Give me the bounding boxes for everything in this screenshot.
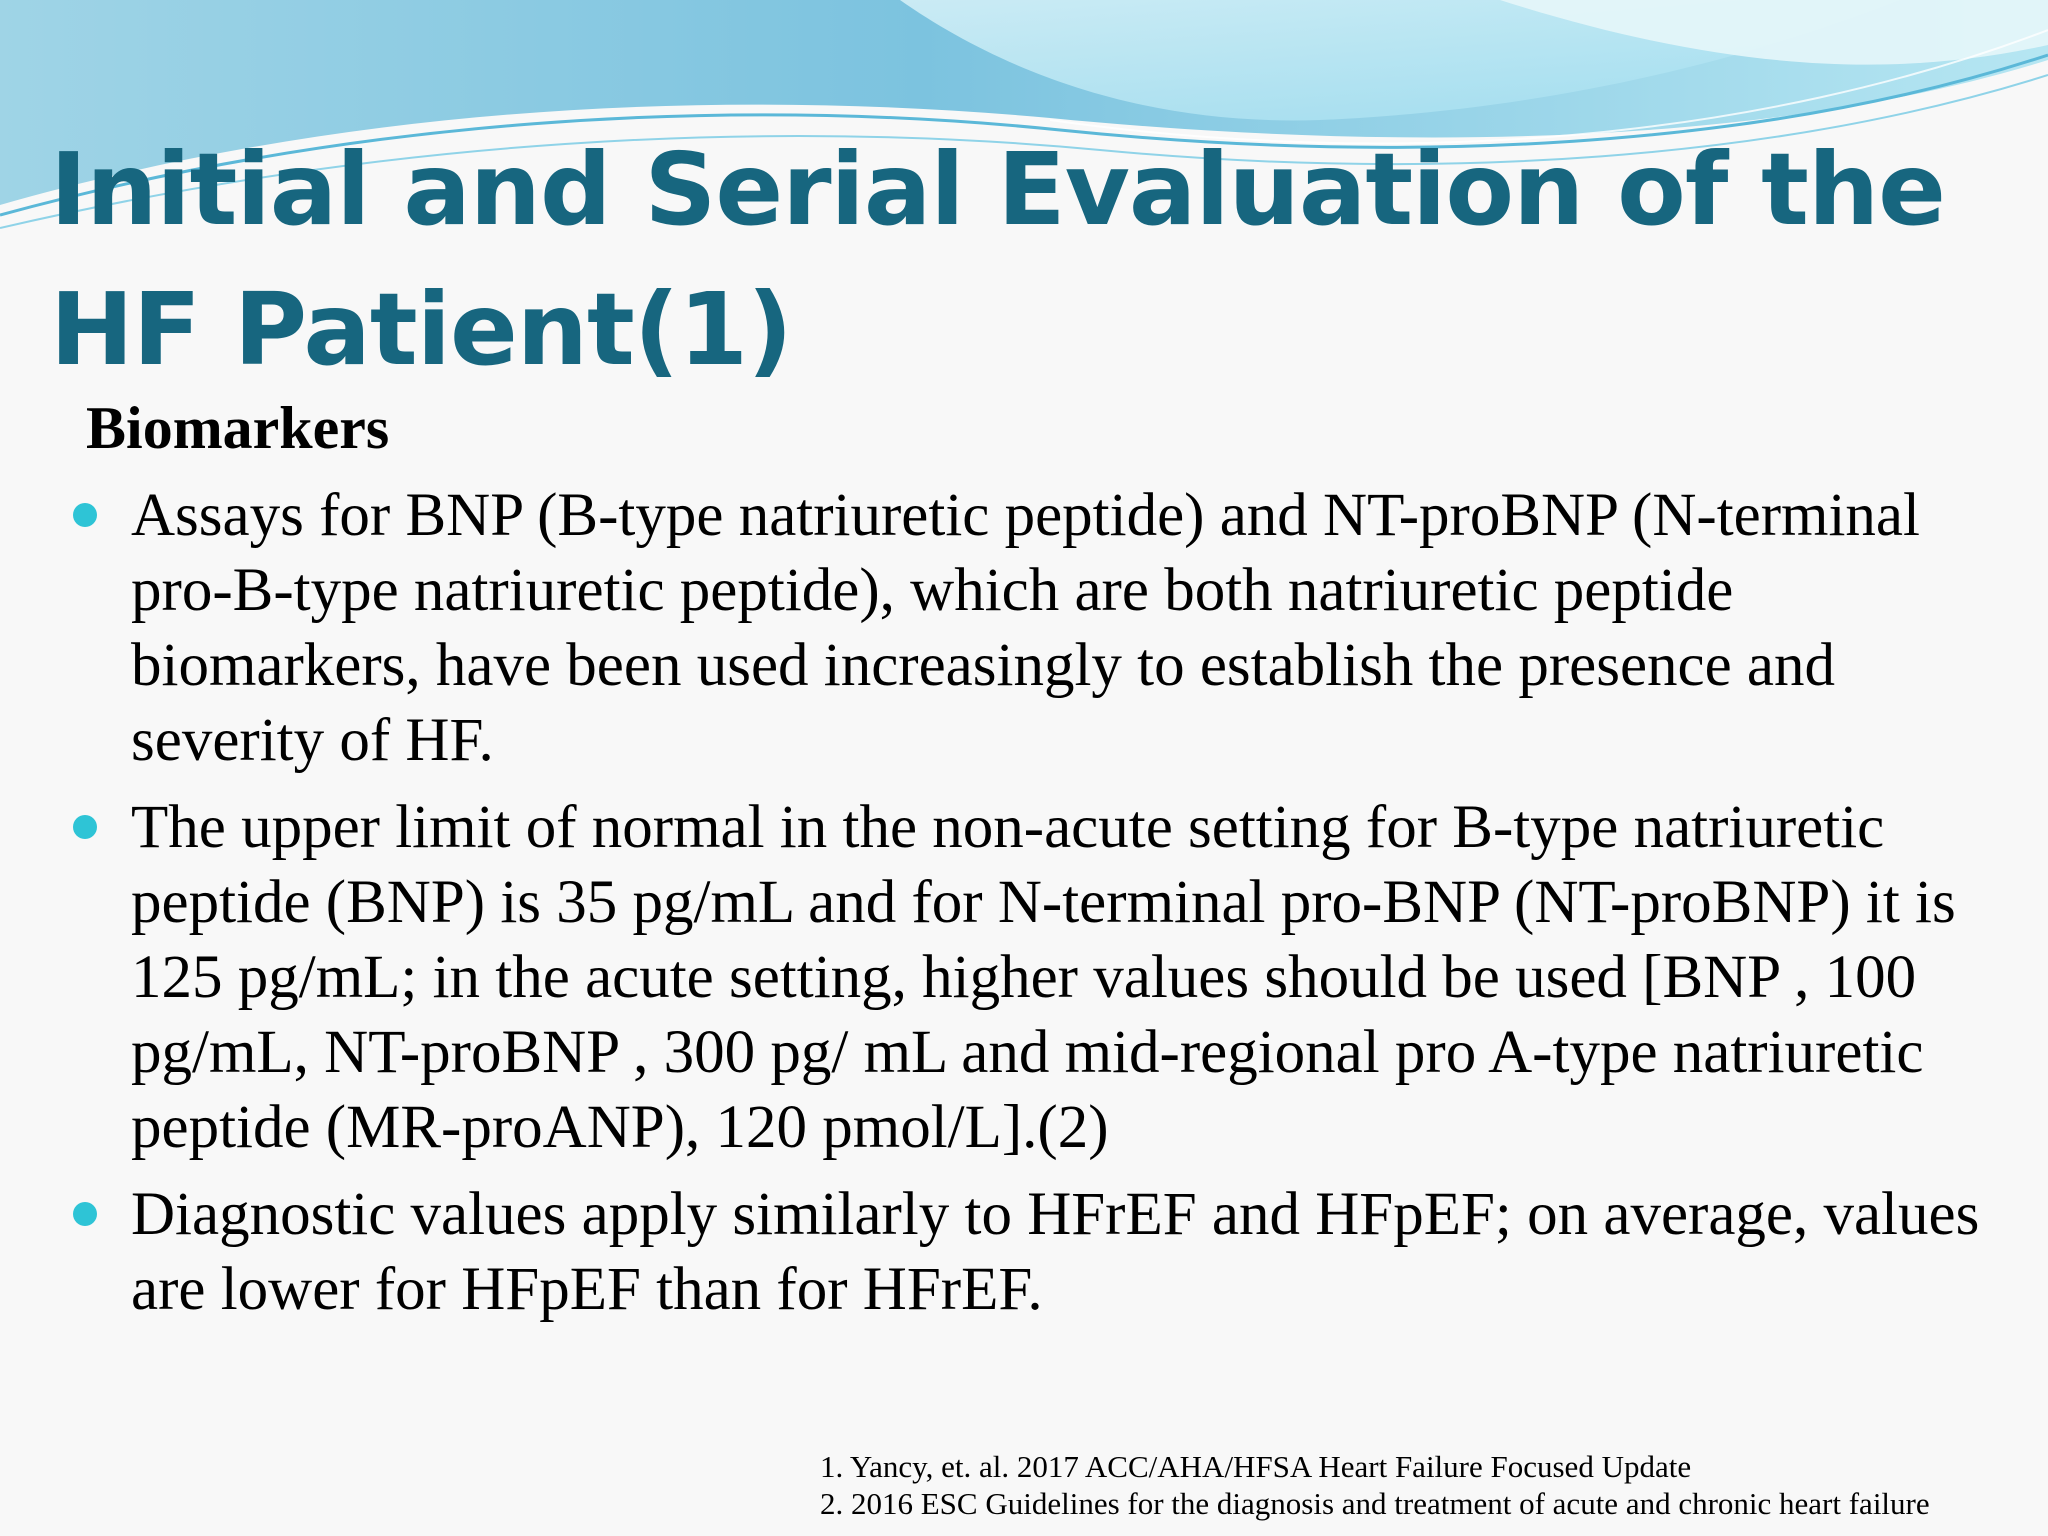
list-item [0, 478, 2048, 778]
bullet-dot-icon [73, 1202, 97, 1226]
list-item [0, 790, 2048, 1165]
reference-2: 2. 2016 ESC Guidelines for the diagnosis and treatment of acute and chronic heart failure [820, 1486, 1930, 1521]
bullet-text: Assays for BNP (B-type natriuretic peptide) and NT-proBNP (N-terminal pro-B-type natriuretic peptide), which are both natriuretic peptide biomarkers, have been used increasingly to establish the presence and severity of HF. [131, 482, 1920, 774]
bullet-text: Diagnostic values apply similarly to HFrEF and HFpEF; on average, values are lower for HFpEF than for HFrEF. [131, 1181, 1980, 1323]
bullet-dot-icon [73, 815, 97, 839]
list-item [0, 1177, 2048, 1327]
bullet-text: The upper limit of normal in the non-acute setting for B-type natriuretic peptide (BNP) is 35 pg/mL and for N-terminal pro-BNP (NT-proBNP) it is 125 pg/mL; in the acute setting, higher values should be used [BNP , 100 pg/mL, NT-proBNP , 300 pg/ mL and mid-regional pro A-type natriuretic peptide (MR-proANP), 120 pmol/L].(2) [131, 794, 1956, 1161]
bullet-list [0, 478, 2048, 1339]
reference-1: 1. Yancy, et. al. 2017 ACC/AHA/HFSA Heart Failure Focused Update [820, 1449, 1692, 1484]
references [820, 1448, 1930, 1522]
bullet-dot-icon [73, 503, 97, 527]
section-heading: Biomarkers [86, 395, 390, 461]
slide-title: Initial and Serial Evaluation of the HF Patient(1) [50, 131, 1945, 388]
